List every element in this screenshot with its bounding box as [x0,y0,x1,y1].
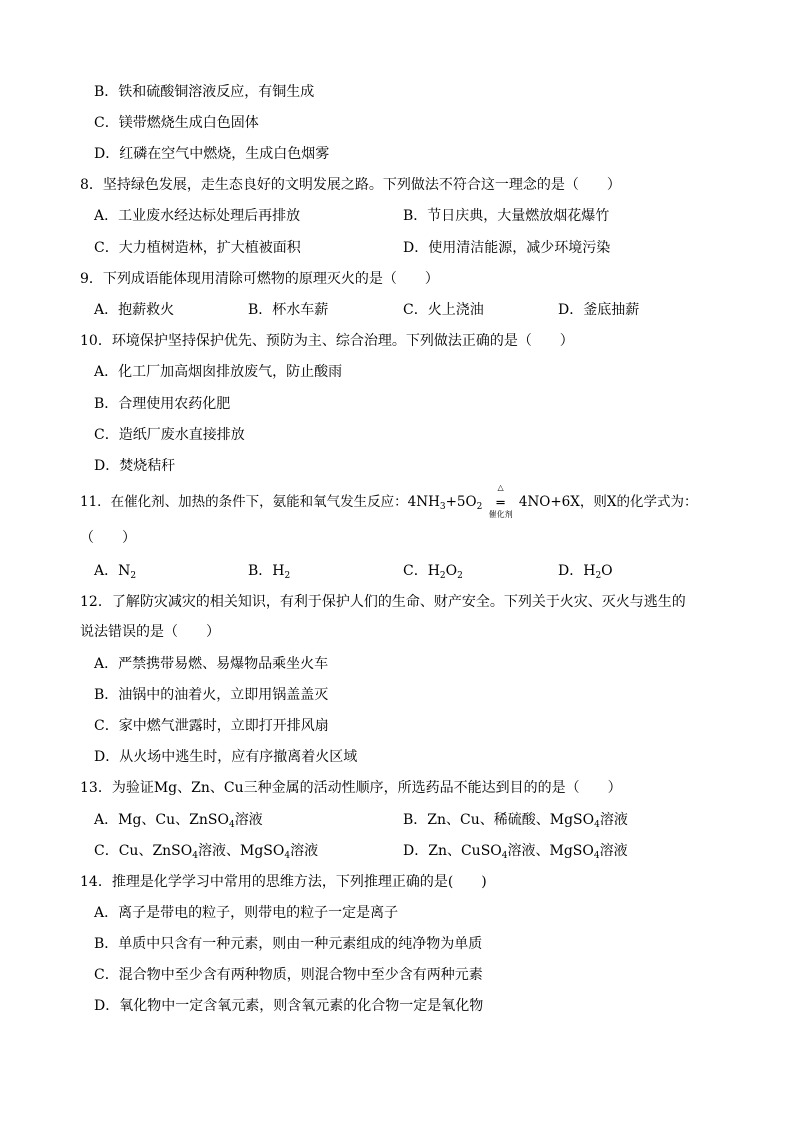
q13-option-a: A．Mg、Cu、ZnSO$_4$溶液 [94,812,263,830]
q12-stem-line1: 12．了解防灾减灾的相关知识，有利于保护人们的生命、财产安全。下列关于火灾、灭火与逃生的 [80,594,686,610]
q9-option-a: A．抱薪救火 [94,302,175,318]
q9-option-b: B．杯水车薪 [248,302,329,318]
q10-option-c: C．造纸厂废水直接排放 [94,427,245,443]
q14-option-b: B．单质中只含有一种元素，则由一种元素组成的纯净物为单质 [94,936,483,952]
reaction-condition: △ ═ 催化剂 [488,482,513,519]
q12-option-c: C．家中燃气泄露时，立即打开排风扇 [94,718,329,734]
q8-option-d: D．使用清洁能源，减少环境污染 [403,240,611,256]
q8-option-a: A．工业废水经达标处理后再排放 [94,208,301,224]
q12-option-b: B．油锅中的油着火，立即用锅盖盖灭 [94,687,329,703]
q9-stem: 9．下列成语能体现用清除可燃物的原理灭火的是（ ） [80,271,439,287]
q11-stem: 11．在催化剂、加热的条件下，氨能和氧气发生反应：$4NH_3+5O_2$ △ ═ 催化剂 4NO+6X，则X的化学式为： [80,482,698,519]
q12-stem-line2: 说法错误的是（ ） [80,624,220,640]
q7-option-c: C．镁带燃烧生成白色固体 [94,115,259,131]
q13-option-d: D．Zn、CuSO$_4$溶液、MgSO$_4$溶液 [403,843,628,861]
q12-option-a: A．严禁携带易燃、易爆物品乘坐火车 [94,656,329,672]
q14-stem: 14．推理是化学学习中常用的思维方法，下列推理正确的是( ) [80,874,487,890]
q7-option-d: D．红磷在空气中燃烧，生成白色烟雾 [94,146,330,162]
q11-option-a: A．$N_2$ [94,563,137,581]
q7-option-b: B．铁和硫酸铜溶液反应，有铜生成 [94,84,315,100]
q11-option-d: D．$H_2O$ [558,563,613,581]
q13-option-c: C．Cu、ZnSO$_4$溶液、MgSO$_4$溶液 [94,843,319,861]
q14-option-c: C．混合物中至少含有两种物质，则混合物中至少含有两种元素 [94,967,483,983]
q8-stem: 8．坚持绿色发展，走生态良好的文明发展之路。下列做法不符合这一理念的是（ ） [80,177,621,193]
q14-option-d: D．氧化物中一定含氧元素，则含氧元素的化合物一定是氧化物 [94,998,484,1014]
q12-option-d: D．从火场中逃生时，应有序撤离着火区域 [94,749,358,765]
q13-stem: 13．为验证Mg、Zn、Cu三种金属的活动性顺序，所选药品不能达到目的的是（ ） [80,780,622,796]
q11-option-c: C．$H_2O_2$ [403,563,463,581]
q14-option-a: A．离子是带电的粒子，则带电的粒子一定是离子 [94,905,399,921]
q11-option-b: B．$H_2$ [248,563,291,581]
q9-option-c: C．火上浇油 [403,302,484,318]
q9-option-d: D．釜底抽薪 [558,302,640,318]
q10-option-a: A．化工厂加高烟囱排放废气，防止酸雨 [94,364,343,380]
q10-option-d: D．焚烧秸秆 [94,458,176,474]
q13-option-b: B．Zn、Cu、稀硫酸、MgSO$_4$溶液 [403,812,628,830]
q10-option-b: B．合理使用农药化肥 [94,396,231,412]
q8-option-b: B．节日庆典，大量燃放烟花爆竹 [403,208,610,224]
q8-option-c: C．大力植树造林，扩大植被面积 [94,240,301,256]
q11-bracket: （ ） [80,530,136,546]
q10-stem: 10．环境保护坚持保护优先、预防为主、综合治理。下列做法正确的是（ ） [80,333,574,349]
